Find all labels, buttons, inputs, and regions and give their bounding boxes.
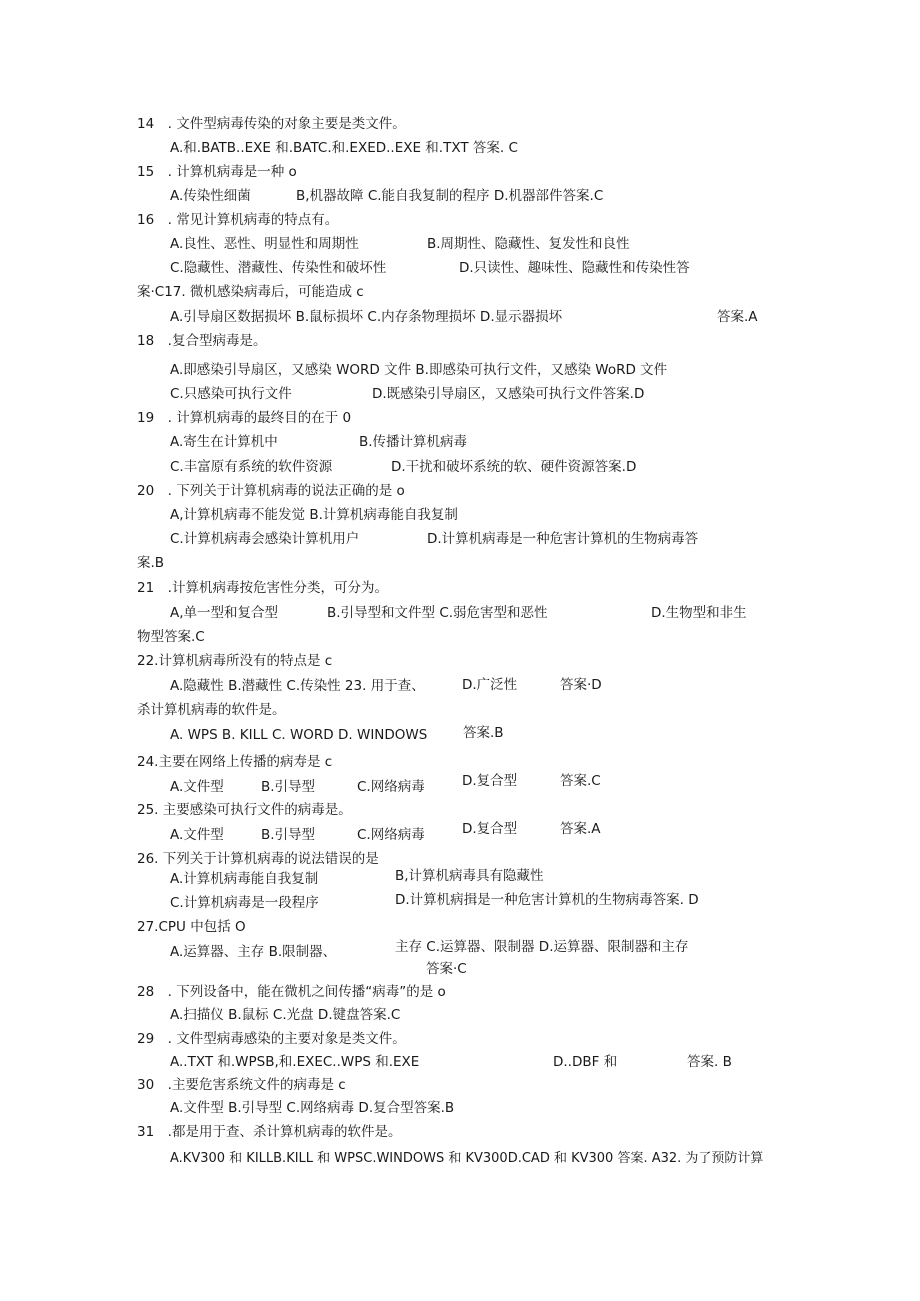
option-24-c: C.网络病毒 <box>357 779 425 795</box>
answer-23: 答案.B <box>463 725 504 741</box>
question-29: 29 . 文件型病毒感染的主要对象是类文件。 <box>137 1031 406 1047</box>
option-26-c: C.计算机病毒是一段程序 <box>170 895 319 911</box>
option-20-c: C.计算机病毒会感染计算机用户 <box>170 531 360 547</box>
question-27: 27.CPU 中包括 O <box>137 919 246 935</box>
question-28: 28 . 下列设备中，能在微机之间传播“病毒”的是 o <box>137 984 446 1000</box>
question-30: 30 .主要危害系统文件的病毒是 c <box>137 1077 346 1093</box>
question-14: 14 . 文件型病毒传染的对象主要是类文件。 <box>137 116 406 132</box>
option-18-d: D.既感染引导扇区，又感染可执行文件答案.D <box>372 386 645 402</box>
option-15-bcd: B,机器故障 C.能自我复制的程序 D.机器部件答案.C <box>296 188 604 204</box>
option-21-d: D.生物型和非生 <box>651 605 747 621</box>
question-18: 18 .复合型病毒是。 <box>137 333 267 349</box>
options-14: A.和.BATB..EXE 和.BATC.和.EXED..EXE 和.TXT 答案. C <box>170 140 518 156</box>
option-19-d: D.干扰和破坏系统的软、硬件资源答案.D <box>391 459 637 475</box>
option-16-d: D.只读性、趣味性、隐藏性和传染性答 <box>459 260 690 276</box>
option-26-b: B,计算机病毒具有隐藏性 <box>395 868 544 884</box>
options-29-abc: A..TXT 和.WPSB,和.EXEC..WPS 和.EXE <box>170 1054 420 1070</box>
answer-16-question-17: 案·C17. 微机感染病毒后，可能造成 c <box>137 284 364 300</box>
question-26: 26. 下列关于计算机病毒的说法错误的是 <box>137 851 379 867</box>
question-25: 25. 主要感染可执行文件的病毒是。 <box>137 802 352 818</box>
options-22-question-23: A.隐藏性 B.潜藏性 C.传染性 23. 用于查、 <box>170 678 425 694</box>
options-18-ab: A.即感染引导扇区，又感染 WORD 文件 B.即感染可执行文件，又感染 WoRD 文件 <box>170 362 668 378</box>
option-24-a: A.文件型 <box>170 779 224 795</box>
option-21-bc: B.引导型和文件型 C.弱危害型和恶性 <box>327 605 548 621</box>
options-28: A.扫描仪 B.鼠标 C.光盘 D.键盘答案.C <box>170 1007 401 1023</box>
answer-22: 答案·D <box>560 677 602 693</box>
question-20: 20 . 下列关于计算机病毒的说法正确的是 o <box>137 483 405 499</box>
option-16-c: C.隐藏性、潜藏性、传染性和破坏性 <box>170 260 387 276</box>
answer-20: 案.B <box>137 555 165 571</box>
option-25-d: D.复合型 <box>462 821 518 837</box>
option-19-c: C.丰富原有系统的软件资源 <box>170 459 333 475</box>
answer-21: 物型答案.C <box>137 629 205 645</box>
question-23-cont: 杀计算机病毒的软件是。 <box>137 702 286 718</box>
options-17: A.引导扇区数据损坏 B.鼠标损坏 C.内存条物理损坏 D.显示器损坏 <box>170 309 563 325</box>
option-25-b: B.引导型 <box>261 827 316 843</box>
option-26-a: A.计算机病毒能自我复制 <box>170 871 319 887</box>
question-24: 24.主要在网络上传播的病寿是 c <box>137 754 333 770</box>
answer-29: 答案. B <box>687 1054 732 1070</box>
option-20-d: D.计算机病毒是一种危害计算机的生物病毒答 <box>427 531 699 547</box>
option-26-d: D.计算机病揖是一种危害计算机的生物病毒答案. D <box>395 892 699 908</box>
options-30: A.文件型 B.引导型 C.网络病毒 D.复合型答案.B <box>170 1100 455 1116</box>
question-19: 19 . 计算机病毒的最终目的在于 0 <box>137 410 352 426</box>
option-27-ab: A.运算器、主存 B.限制器、 <box>170 944 337 960</box>
answer-27: 答案·C <box>426 961 467 977</box>
option-24-d: D.复合型 <box>462 773 518 789</box>
question-15: 15 . 计算机病毒是一种 o <box>137 164 297 180</box>
options-23: A. WPS B. KILL C. WORD D. WINDOWS <box>170 727 428 743</box>
option-29-d: D..DBF 和 <box>553 1054 618 1070</box>
question-31: 31 .都是用于查、杀计算机病毒的软件是。 <box>137 1124 402 1140</box>
option-19-a: A.寄生在计算机中 <box>170 434 278 450</box>
option-15-a: A.传染性细菌 <box>170 188 251 204</box>
question-21: 21 .计算机病毒按危害性分类，可分为。 <box>137 580 388 596</box>
option-18-c: C.只感染可执行文件 <box>170 386 292 402</box>
question-22: 22.计算机病毒所没有的特点是 c <box>137 653 333 669</box>
option-21-a: A,单一型和复合型 <box>170 605 279 621</box>
option-27-bcd: 主存 C.运算器、限制器 D.运算器、限制器和主存 <box>395 939 689 955</box>
option-25-c: C.网络病毒 <box>357 827 425 843</box>
answer-17: 答案.A <box>717 309 758 325</box>
option-19-b: B.传播计算机病毒 <box>359 434 468 450</box>
question-16: 16 . 常见计算机病毒的特点有。 <box>137 212 339 228</box>
options-20-ab: A,计算机病毒不能发觉 B.计算机病毒能自我复制 <box>170 507 458 523</box>
option-16-a: A.良性、恶性、明显性和周期性 <box>170 236 359 252</box>
option-24-b: B.引导型 <box>261 779 316 795</box>
answer-25: 答案.A <box>560 821 601 837</box>
option-25-a: A.文件型 <box>170 827 224 843</box>
option-22-d: D.广泛性 <box>462 677 518 693</box>
answer-24: 答案.C <box>560 773 601 789</box>
options-31-question-32: A.KV300 和 KILLB.KILL 和 WPSC.WINDOWS 和 KV300D.CAD 和 KV300 答案. A32. 为了预防计算 <box>170 1151 764 1166</box>
option-16-b: B.周期性、隐藏性、复发性和良性 <box>427 236 630 252</box>
